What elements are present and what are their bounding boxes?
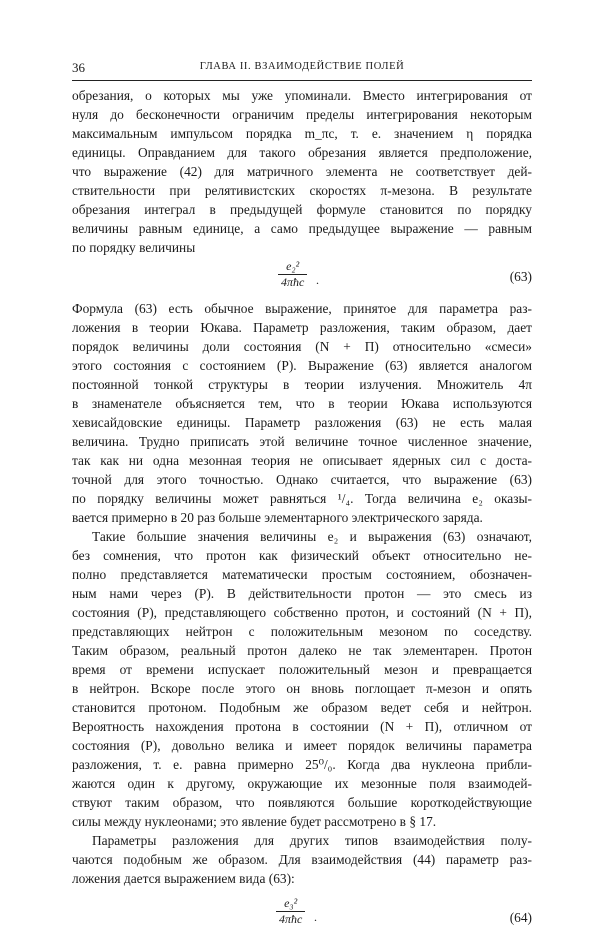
text-line: полно представляется математически простым состоянием, обозначен-	[72, 567, 532, 582]
header-rule	[72, 80, 532, 81]
text-line: представляющих нейтрон с положительным мезоном по соседству.	[72, 624, 532, 639]
formula-period: .	[314, 910, 317, 924]
text-line: вается примерно в 20 раз больше элементарного электрического заряда.	[72, 510, 483, 525]
text-line: разложения, т. е. равна примерно 25⁰/₀. Когда два нуклеона прибли-	[72, 757, 532, 772]
equation-number: (63)	[509, 269, 532, 284]
text-line: в знаменателе объясняется тем, что в теории Юкава используются	[72, 396, 532, 411]
text-line: обрезания, о которых мы уже упоминали. Вместо интегрирования от	[72, 88, 532, 103]
text-line: максимальным импульсом порядка m_πc, т. е. значением η порядка	[72, 126, 532, 141]
equation-number: (64)	[509, 910, 532, 925]
text-line: становится протоном. Подобным же образом ведет себя и нейтрон.	[72, 700, 532, 715]
paragraph-2	[72, 299, 532, 527]
page-header	[72, 60, 532, 78]
text-line: нуля до бесконечности ограничим пределы интегрирования некоторым	[72, 107, 532, 122]
running-head: ГЛАВА II. ВЗАИМОДЕЙСТВИЕ ПОЛЕЙ	[199, 61, 405, 72]
fraction	[278, 259, 307, 290]
text-line: хевисайдовские единицы. Параметр разложения (63) не есть малая	[72, 415, 532, 430]
text-line: ствительности при релятивистских скоростях π-мезона. В результате	[72, 183, 532, 198]
text-line: чаются подобным же образом. Для взаимодействия (44) параметр раз-	[72, 852, 532, 867]
paragraph-4	[72, 831, 532, 888]
text-line: точной для этого точностью. Однако считается, что выражение (63)	[72, 472, 532, 487]
formula-period: .	[316, 273, 319, 287]
text-line: величины равным единице, а само предыдущее выражение — равным	[72, 221, 532, 236]
fraction-denominator: 4πħc	[278, 274, 307, 290]
text-line: единицы. Оправданием для такого обрезания является предположение,	[72, 145, 532, 160]
text-line: по порядку величины	[72, 240, 196, 255]
fraction-numerator: e₂²	[286, 259, 300, 273]
text-line: Параметры разложения для других типов взаимодействия полу-	[92, 833, 532, 848]
text-line: Вероятность нахождения протона в состоянии (N + П), отличном от	[72, 719, 532, 734]
page-body	[72, 86, 532, 944]
fraction-numerator: e₃²	[284, 896, 298, 910]
text-line: ным нами через (Р). В действительности протон — это смесь из	[72, 586, 532, 601]
text-line: силы между нуклеонами; это явление будет рассмотрено в § 17.	[72, 814, 437, 829]
paragraph-1	[72, 86, 532, 257]
text-line: ложения в теории Юкава. Параметр разложения, таким образом, дает	[72, 320, 532, 335]
text-line: этого состояния с состоянием (Р). Выражение (63) является аналогом	[72, 358, 532, 373]
formula-63	[72, 257, 532, 299]
text-line: порядок величины доли состояния (N + П) относительно «смеси»	[72, 339, 532, 354]
text-line: без сомнения, что протон как физический объект относительно не-	[72, 548, 532, 563]
text-line: в нейтрон. Вскоре после этого он вновь поглощает π-мезон и опять	[72, 681, 532, 696]
text-line: ствуют таким образом, что появляются большие короткодействующие	[72, 795, 532, 810]
text-line: ложения дается выражением вида (63):	[72, 871, 295, 886]
text-line: состояния (Р), представляющего собственно протон, и состояний (N + П),	[72, 605, 532, 620]
text-line: Таким образом, реальный протон далеко не так элементарен. Протон	[72, 643, 532, 658]
text-line: постоянной тонкой структуры в теории излучения. Множитель 4π	[72, 377, 532, 392]
text-line: по порядку величины может равняться ¹/₄. Тогда величина e₂ оказы-	[72, 491, 532, 506]
text-line: Формула (63) есть обычное выражение, принятое для параметра раз-	[72, 301, 532, 316]
text-line: Такие большие значения величины e₂ и выражения (63) означают,	[92, 529, 532, 544]
text-line: время от времени испускает положительный мезон и превращается	[72, 662, 532, 677]
text-line: величина. Трудно приписать этой величине точное численное значение,	[72, 434, 532, 449]
page-number: 36	[72, 60, 85, 75]
paragraph-3	[72, 527, 532, 831]
fraction	[276, 896, 305, 927]
fraction-denominator: 4πħc	[276, 911, 305, 927]
text-line: жаются один к другому, окружающие их мезонные поля взаимодей-	[72, 776, 532, 791]
text-line: что выражение (42) для матричного элемента не соответствует дей-	[72, 164, 532, 179]
formula-64	[72, 894, 532, 944]
text-line: так как ни одна мезонная теория не описывает ядерных сил с доста-	[72, 453, 532, 468]
text-line: состояния (Р), довольно велика и имеет порядок величины параметра	[72, 738, 532, 753]
text-line: обрезания интеграл в предыдущей формуле становится по порядку	[72, 202, 532, 217]
